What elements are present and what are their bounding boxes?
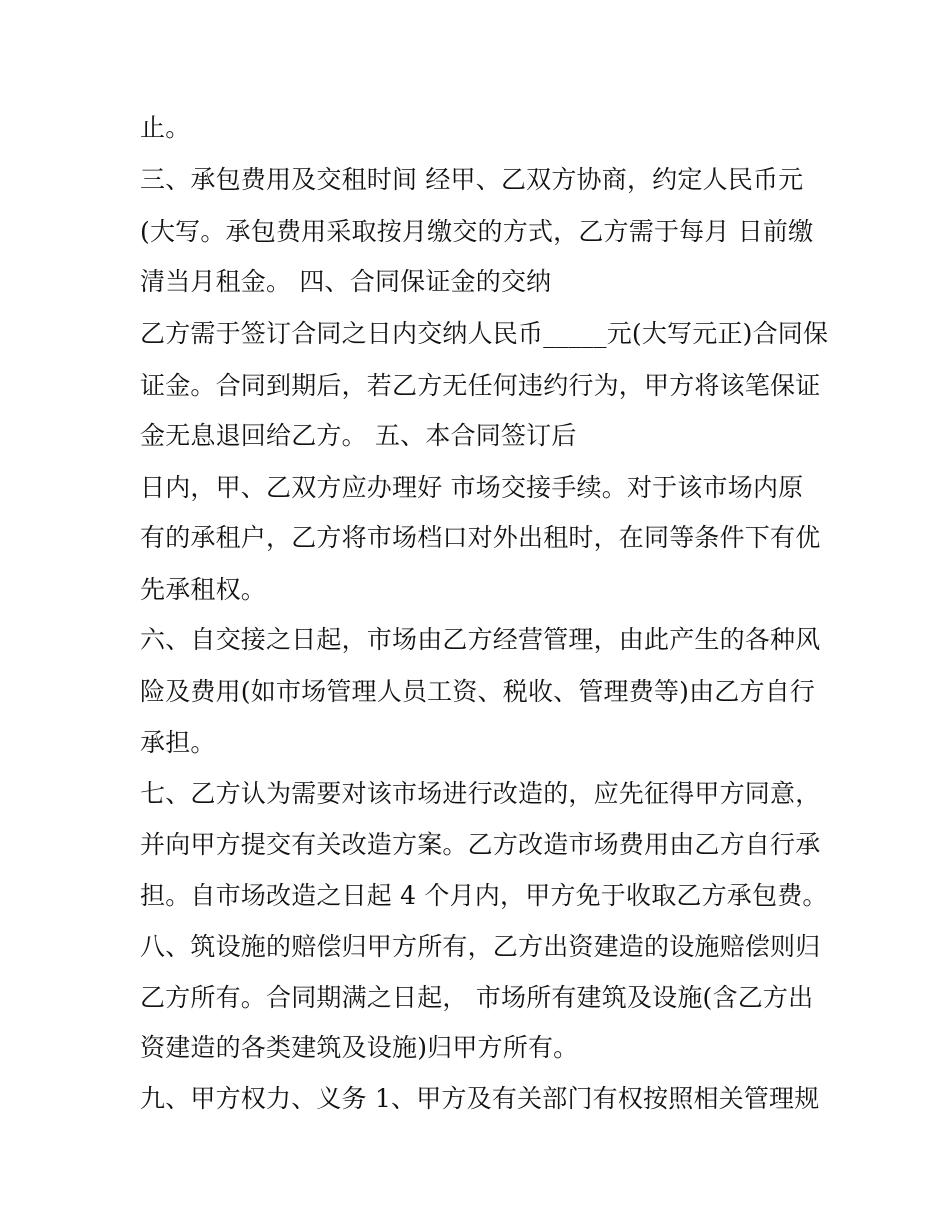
text-line: 证金。合同到期后，若乙方无任何违约行为，甲方将该笔保证: [140, 371, 821, 400]
text-line: 止。: [140, 113, 191, 142]
text-line: 承担。: [140, 728, 216, 757]
text-line: 七、乙方认为需要对该市场进行改造的，应先征得甲方同意，: [140, 779, 821, 808]
text-line: 六、自交接之日起，市场由乙方经营管理，由此产生的各种风: [140, 625, 821, 654]
text-line: (大写。承包费用采取按月缴交的方式，乙方需于每月 日前缴: [140, 217, 814, 246]
text-line: 先承租权。: [140, 575, 267, 604]
text-line: 有的承租户，乙方将市场档口对外出租时，在同等条件下有优: [140, 523, 821, 552]
text-line: 金无息退回给乙方。 五、本合同签订后: [140, 421, 577, 450]
text-line: 担。自市场改造之日起 4 个月内，甲方免于收取乙方承包费。: [140, 881, 828, 910]
text-line: 乙方所有。合同期满之日起， 市场所有建筑及设施(含乙方出: [140, 983, 814, 1012]
text-line: 清当月租金。 四、合同保证金的交纳: [140, 267, 552, 296]
text-line: 日内，甲、乙双方应办理好 市场交接手续。对于该市场内原: [140, 473, 804, 502]
text-line: 三、承包费用及交租时间 经甲、乙双方协商，约定人民币元: [140, 165, 804, 194]
text-line: 险及费用(如市场管理人员工资、税收、管理费等)由乙方自行: [140, 677, 816, 706]
text-line: 九、甲方权力、义务 1、甲方及有关部门有权按照相关管理规: [140, 1084, 820, 1113]
text-line: 并向甲方提交有关改造方案。乙方改造市场费用由乙方自行承: [140, 830, 821, 859]
text-line: 资建造的各类建筑及设施)归甲方所有。: [140, 1033, 579, 1062]
text-line: 八、筑设施的赔偿归甲方所有，乙方出资建造的设施赔偿则归: [140, 932, 821, 961]
text-line: 乙方需于签订合同之日内交纳人民币_____元(大写元正)合同保: [140, 319, 829, 348]
